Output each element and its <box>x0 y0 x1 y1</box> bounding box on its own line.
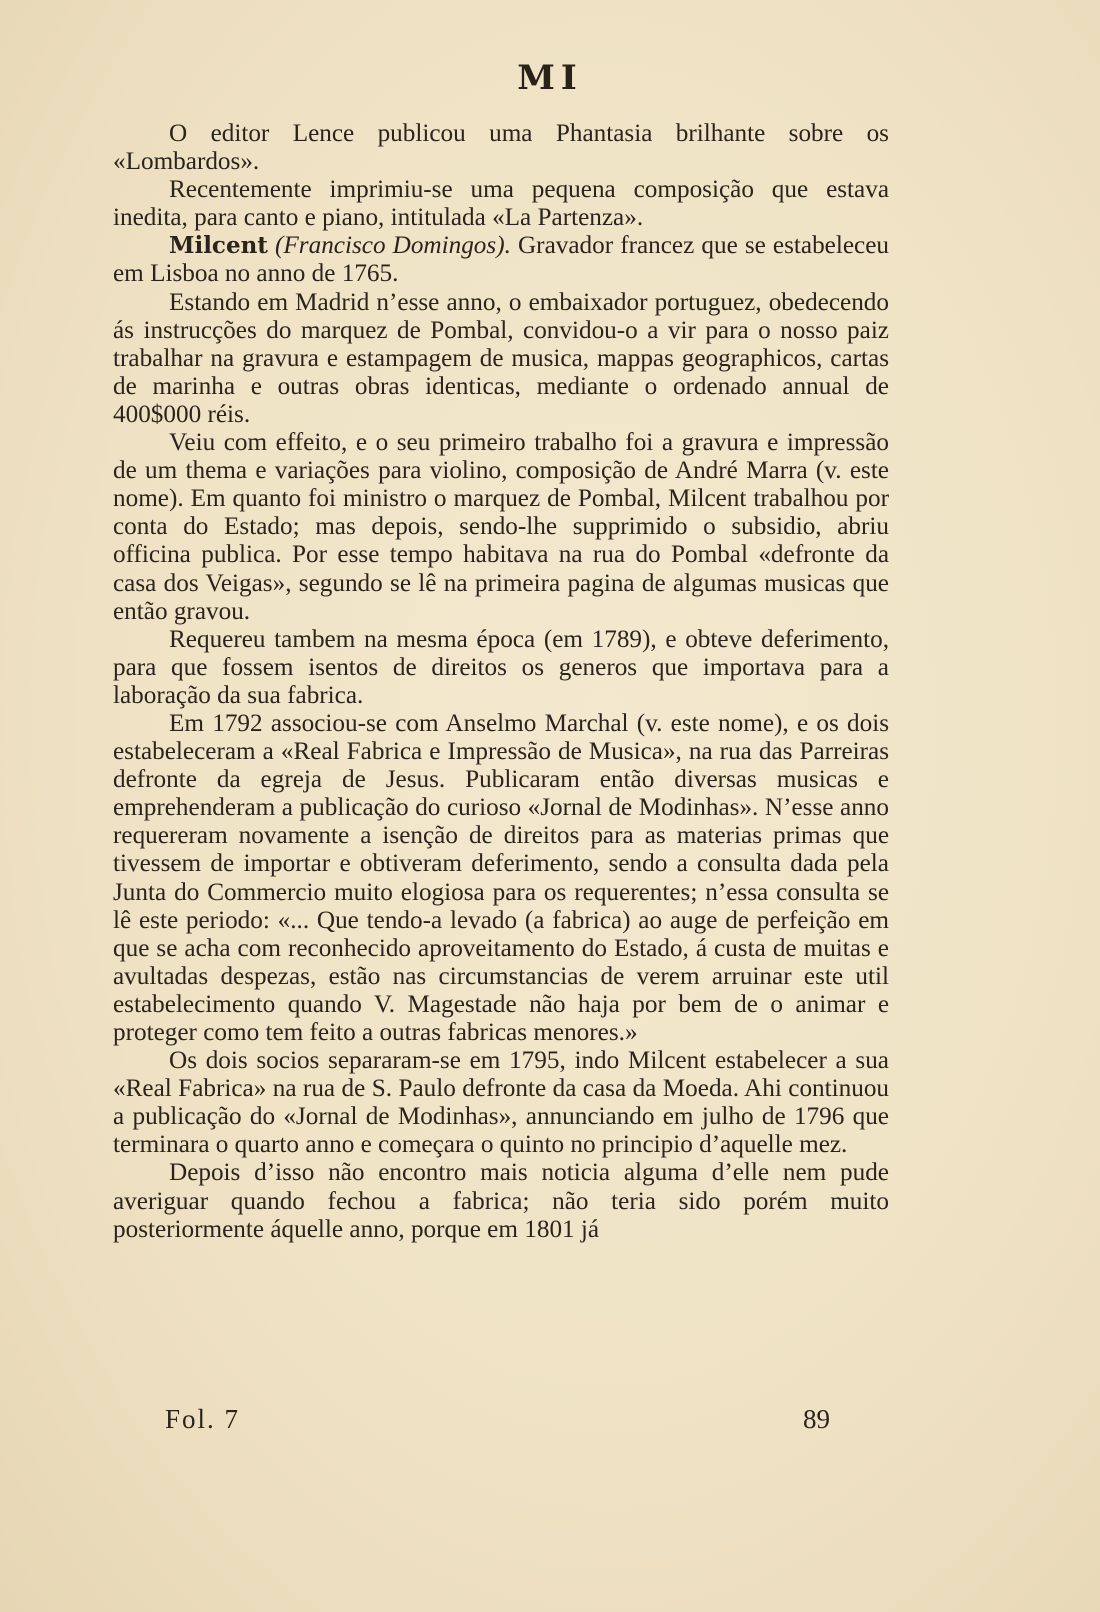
body-text <box>113 120 889 1244</box>
entry-paragraph <box>113 232 889 288</box>
paragraph <box>113 176 889 232</box>
running-header: MI <box>517 58 583 98</box>
page-number: 89 <box>803 1404 830 1434</box>
paragraph <box>113 289 889 429</box>
paragraph-text: Gravador francez que se estabeleceu em Lisboa no anno de 1765. <box>113 232 889 288</box>
paragraph <box>113 1047 889 1159</box>
paragraph-text: Em 1792 associou-se com Anselmo Marchal (v. este nome), e os dois estabeleceram a «Real Fabrica e Impressão de Musica», na rua das Parreiras defronte da egreja de Jesus. Publicaram então diversas musicas e emprehenderam a publicação do curioso «Jornal de Modinhas». N’esse anno requereram novamente a isenção de direitos para as materias primas que tivessem de importar e obtiveram deferimento, sendo a consulta dada pela Junta do Commercio muito elogiosa para os requerentes; n’essa consulta se lê este periodo: «... Que tendo-a levado (a fabrica) ao auge de perfeição em que se acha com reconhecido aproveitamento do Estado, á custa de muitas e avultadas despezas, estão nas circumstancias de verem arruinar este util estabelecimento quando V. Magestade não haja por bem de o animar e proteger como tem feito a outras fabricas menores.» <box>113 709 889 1046</box>
signature-mark: Fol. 7 <box>165 1404 241 1434</box>
entry-fullname: (Francisco Domingos). <box>275 232 511 260</box>
paragraph-text: Recentemente imprimiu-se uma pequena composição que estava inedita, para canto e piano, intitulada «La Partenza». <box>113 176 889 232</box>
paragraph-text: Requereu tambem na mesma época (em 1789), e obteve deferimento, para que fossem isentos de direitos os generos que importava para a laboração da sua fabrica. <box>113 625 889 709</box>
paragraph-text: Veiu com effeito, e o seu primeiro trabalho foi a gravura e impressão de um thema e variações para violino, composição de André Marra (v. este nome). Em quanto foi ministro o marquez de Pombal, Milcent trabalhou por conta do Estado; mas depois, sendo-lhe supprimido o subsidio, abriu officina publica. Por esse tempo habitava na rua do Pombal «defronte da casa dos Veigas», segundo se lê na primeira pagina de algumas musicas que então gravou. <box>113 429 889 625</box>
paragraph-text: Os dois socios separaram-se em 1795, indo Milcent estabelecer a sua «Real Fabrica» na rua de S. Paulo defronte da casa da Moeda. Ahi continuou a publicação do «Jornal de Modinhas», annunciando em julho de 1796 que terminara o quarto anno e começara o quinto no principio d’aquelle mez. <box>113 1047 889 1159</box>
entry-headword: Milcent <box>169 232 268 260</box>
paragraph <box>113 120 889 176</box>
paragraph <box>113 1159 889 1243</box>
paragraph <box>113 429 889 626</box>
paragraph <box>113 710 889 1047</box>
paragraph-text: O editor Lence publicou uma Phantasia brilhante sobre os «Lombardos». <box>113 120 889 176</box>
paragraph <box>113 626 889 710</box>
paragraph-text: Depois d’isso não encontro mais noticia alguma d’elle nem pude averiguar quando fechou a fabrica; não teria sido porém muito posteriormente áquelle anno, porque em 1801 já <box>113 1159 889 1243</box>
paragraph-text: Estando em Madrid n’esse anno, o embaixador portuguez, obedecendo ás instrucções do marquez de Pombal, convidou-o a vir para o nosso paiz trabalhar na gravura e estampagem de musica, mappas geographicos, cartas de marinha e outras obras identicas, mediante o ordenado annual de 400$000 réis. <box>113 288 889 428</box>
